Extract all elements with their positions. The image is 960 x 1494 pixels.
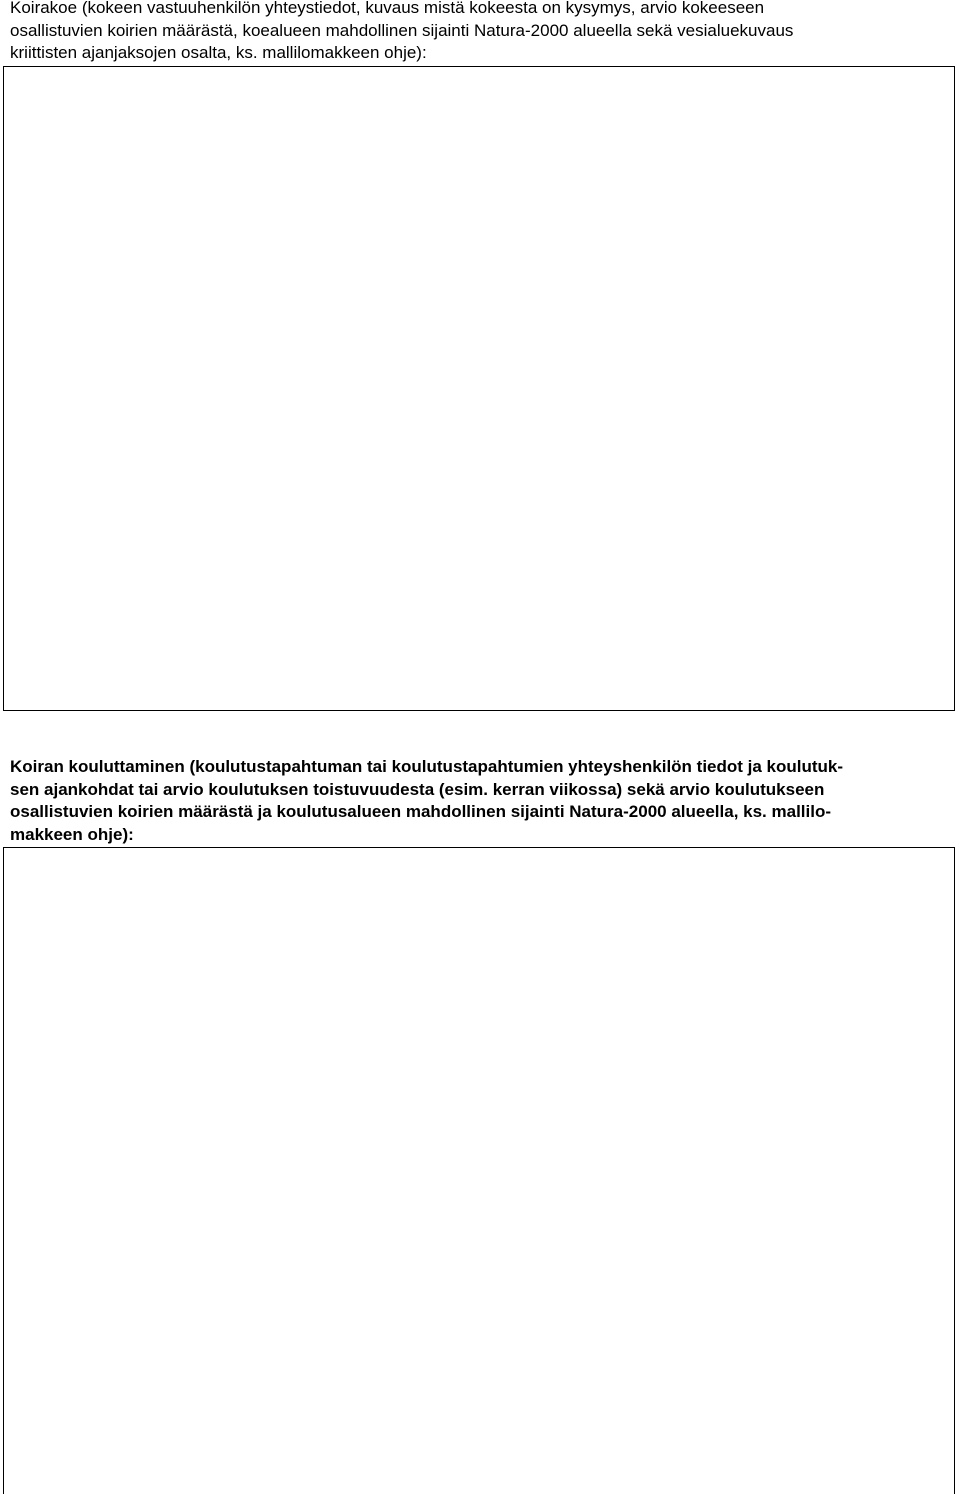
- koirakoe-label-line-3: kriittisten ajanjaksojen osalta, ks. mallilomakkeen ohje):: [10, 43, 427, 62]
- koirakoe-label-line-2: osallistuvien koirien määrästä, koealueen mahdollinen sijainti Natura-2000 alueella sekä vesialuekuvaus: [10, 20, 794, 40]
- koiran-kouluttaminen-label-line-3: osallistuvien koirien määrästä ja koulutusalueen mahdollinen sijainti Natura-2000 alueella, ks. mallilo-: [10, 802, 832, 821]
- koiran-kouluttaminen-label-line-4: makkeen ohje):: [10, 824, 134, 844]
- koiran-kouluttaminen-label-line-1: Koiran kouluttaminen (koulutustapahtuman tai koulutustapahtumien yhteyshenkilön tiedot ja koulutuk-: [10, 757, 844, 776]
- koirakoe-text-field[interactable]: [3, 66, 955, 711]
- koiran-kouluttaminen-label: [10, 756, 960, 846]
- koirakoe-label-line-1: Koirakoe (kokeen vastuuhenkilön yhteystiedot, kuvaus mistä kokeesta on kysymys, arvio kokeeseen: [10, 0, 765, 17]
- koiran-kouluttaminen-label-line-2: sen ajankohdat tai arvio koulutuksen toistuvuudesta (esim. kerran viikossa) sekä arvio koulutukseen: [10, 779, 825, 799]
- koiran-kouluttaminen-text-field[interactable]: [3, 847, 955, 1494]
- koirakoe-label: [10, 0, 960, 65]
